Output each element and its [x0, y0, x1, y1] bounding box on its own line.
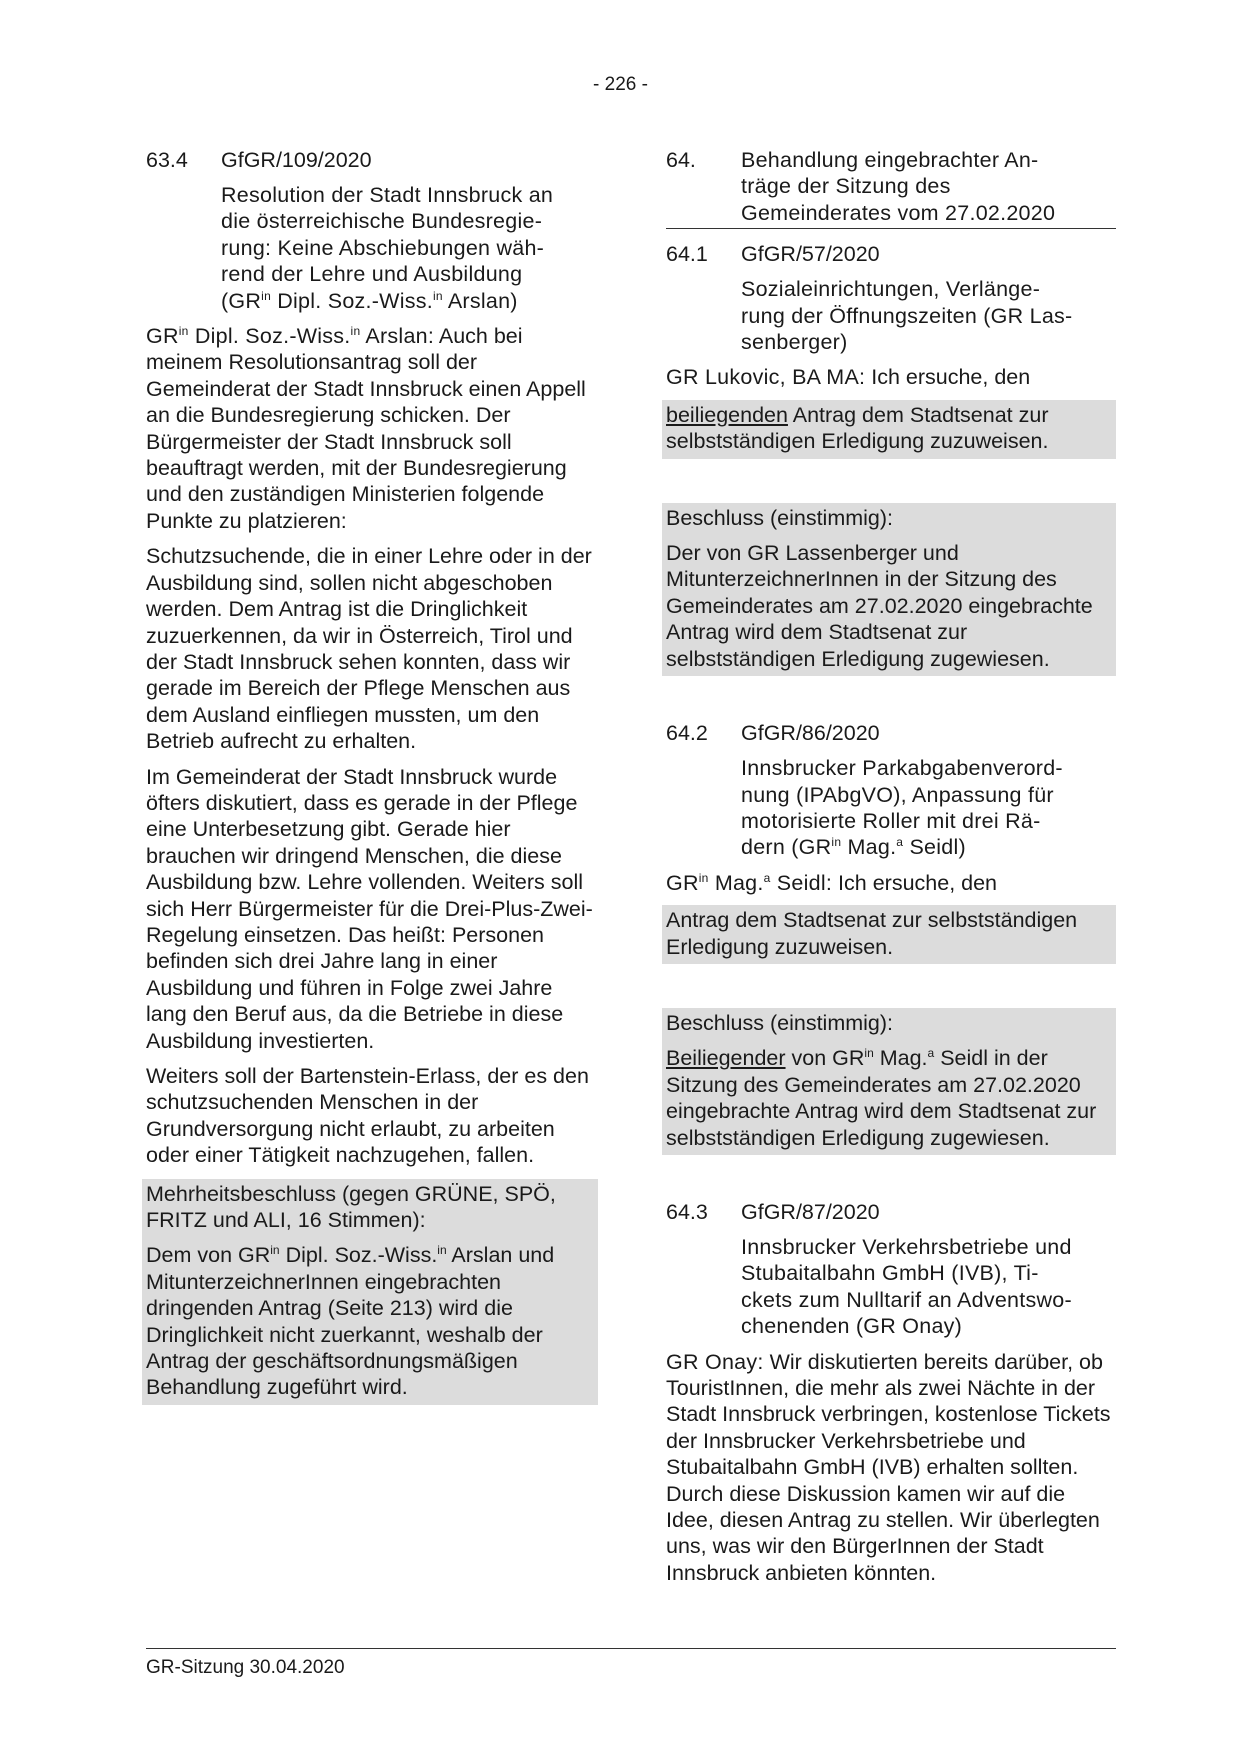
subject-line: Resolution der Stadt Innsbruck an — [221, 183, 554, 207]
item-subject — [221, 182, 598, 314]
subject-line: rung der Öffnungszeiten (GR Las- — [741, 303, 1073, 328]
decision-text: Dem von $GR^{in}$ Dipl. Soz.-Wiss.$^{in}$ Arslan und MitunterzeichnerInnen eingebrachten dringenden Antrag (Seite 213) wird die Dringlichkeit nicht zuerkannt, weshalb der Antrag der geschäftsordnungsmäßigen Behandlung zugeführt wird. — [146, 1243, 555, 1400]
decision-text: Beiliegender von $GR^{in}$ Mag.$^a$ Seidl in der Sitzung des Gemeinderates am 27.02.2020 eingebrachte Antrag wird dem Stadtsenat zur selbstständigen Erledigung zugewiesen. — [666, 1046, 1097, 1150]
subject-line: Stubaitalbahn GmbH (IVB), Ti- — [741, 1261, 1039, 1286]
speech-paragraph: Schutzsuchende, die in einer Lehre oder in der Ausbildung sind, sollen nicht abgeschoben werden. Dem Antrag ist die Dringlichkeit zuzuerkennen, da wir in Österreich, Tirol und der Stadt Innsbruck sehen konnten, dass wir gerade im Bereich der Pflege Menschen aus dem Ausland einfliegen mussten, um den Betrieb aufrecht zu erhalten. — [146, 544, 592, 754]
proposal-text: Antrag dem Stadtsenat zur selbstständigen Erledigung zuzuweisen. — [666, 908, 1078, 959]
speaker-name: $GR^{in}$ Mag.$^a$ Seidl: — [666, 870, 833, 895]
item-64-1-heading — [666, 241, 1116, 267]
item-ref: GfGR/109/2020 — [221, 148, 372, 172]
decision-title: Beschluss (einstimmig): — [666, 1010, 893, 1035]
right-column — [666, 147, 1116, 1586]
page-number: - 226 - — [593, 74, 648, 95]
decision-text: Der von GR Lassenberger und MitunterzeichnerInnen in der Sitzung des Gemeinderates am 27.02.2020 eingebrachte Antrag wird dem Stadtsenat zur selbstständigen Erledigung zugewiesen. — [666, 541, 1093, 671]
subject-line: nung (IPAbgVO), Anpassung für — [741, 782, 1054, 807]
left-column — [146, 147, 598, 1405]
subject-line: rung: Keine Abschiebungen wäh- — [221, 235, 545, 260]
topic-number: 64. — [666, 148, 696, 172]
footer-divider — [146, 1648, 1116, 1649]
subject-line: ckets zum Nulltarif an Adventswo- — [741, 1287, 1072, 1312]
subject-line: ($GR^{in}$ Dipl. Soz.-Wiss.$^{in}$ Arslan) — [221, 288, 518, 313]
item-ref: GfGR/57/2020 — [741, 242, 880, 267]
subject-line: Innsbrucker Verkehrsbetriebe und — [741, 1234, 1072, 1259]
speaker-name: GR Lukovic, BA MA: — [666, 365, 866, 390]
item-subject — [741, 1234, 1116, 1340]
subject-line: Sozialeinrichtungen, Verlänge- — [741, 277, 1041, 302]
item-64-2-heading — [666, 720, 1116, 746]
topic-64-heading — [666, 147, 1116, 229]
item-ref: GfGR/86/2020 — [741, 721, 880, 746]
proposal-text: beiliegenden Antrag dem Stadtsenat zur selbstständigen Erledigung zuzuweisen. — [666, 402, 1049, 454]
decision-title: Beschluss (einstimmig): — [666, 505, 893, 530]
speech-paragraph: Weiters soll der Bartenstein-Erlass, der es den schutzsuchenden Menschen in der Grundversorgung nicht erlaubt, zu arbeiten oder einer Tätigkeit nachzugehen, fallen. — [146, 1064, 589, 1168]
item-number: 63.4 — [146, 148, 188, 172]
speech-paragraph: Im Gemeinderat der Stadt Innsbruck wurde öfters diskutiert, dass es gerade in der Pflege eine Unterbesetzung gibt. Gerade hier brauchen wir dringend Menschen, die diese Ausbildung bzw. Lehre vollenden. Weiters soll sich Herr Bürgermeister für die Drei-Plus-Zwei-Regelung einsetzen. Das heißt: Personen befinden sich drei Jahre lang in einer Ausbildung und führen in Folge zwei Jahre lang den Beruf aus, da die Betriebe in diese Ausbildung investierten. — [146, 764, 593, 1053]
item-64-3-heading — [666, 1199, 1116, 1225]
decision-block — [662, 1008, 1116, 1155]
subject-line: rend der Lehre und Ausbildung — [221, 262, 523, 287]
topic-title-line: Gemeinderates vom 27.02.2020 — [741, 200, 1056, 225]
item-number: 64.1 — [666, 242, 708, 267]
subject-line: chenenden (GR Onay) — [741, 1314, 963, 1339]
speech-paragraph: GR Onay: Wir diskutierten bereits darüber, ob TouristInnen, die mehr als zwei Nächte in der Stadt Innsbruck verbringen, kostenlose Tickets der Innsbrucker Verkehrsbetriebe und Stubaitalbahn GmbH (IVB) erhalten sollten. Durch diese Diskussion kamen wir auf die Idee, diesen Antrag zu stellen. Wir überlegten uns, was wir den BürgerInnen der Stadt Innsbruck anbieten könnten. — [666, 1349, 1111, 1585]
speech-paragraph: GR Lukovic, BA MA: Ich ersuche, den — [666, 365, 1031, 390]
topic-title — [741, 147, 1055, 226]
decision-title: Mehrheitsbeschluss (gegen GRÜNE, SPÖ, FRITZ und ALI, 16 Stimmen): — [146, 1181, 556, 1233]
speaker-name: GR Onay: — [666, 1349, 764, 1374]
decision-block — [662, 503, 1116, 676]
subject-line: Innsbrucker Parkabgabenverord- — [741, 756, 1063, 781]
footer-session-date: GR-Sitzung 30.04.2020 — [146, 1657, 345, 1678]
item-subject — [741, 276, 1116, 355]
speaker-name: $GR^{in}$ Dipl. Soz.-Wiss.$^{in}$ Arslan: — [146, 324, 435, 349]
topic-title-line: träge der Sitzung des — [741, 174, 951, 199]
item-number: 64.2 — [666, 721, 708, 746]
subject-line: dern ($GR^{in}$ Mag.$^a$ Seidl) — [741, 835, 966, 860]
speech-paragraph: $GR^{in}$ Dipl. Soz.-Wiss.$^{in}$ Arslan: Auch bei meinem Resolutionsantrag soll der Gemeinderat der Stadt Innsbruck einen Appell an die Bundesregierung schicken. Der Bürgermeister der Stadt Innsbruck soll beauftragt werden, mit der Bundesregierung und den zuständigen Ministerien folgende Punkte zu platzieren: — [146, 324, 586, 533]
subject-line: senberger) — [741, 330, 848, 355]
speech-paragraph: $GR^{in}$ Mag.$^a$ Seidl: Ich ersuche, den — [666, 870, 998, 895]
item-number: 64.3 — [666, 1199, 708, 1224]
topic-heading-row — [666, 147, 1116, 226]
proposal-block — [662, 400, 1116, 459]
decision-block — [142, 1179, 598, 1405]
proposal-block — [662, 905, 1116, 964]
topic-title-line: Behandlung eingebrachter An- — [741, 148, 1039, 172]
item-63-4-heading — [146, 147, 598, 173]
item-ref: GfGR/87/2020 — [741, 1199, 880, 1224]
subject-line: die österreichische Bundesregie- — [221, 209, 543, 234]
item-subject — [741, 755, 1116, 861]
subject-line: motorisierte Roller mit drei Rä- — [741, 808, 1041, 833]
